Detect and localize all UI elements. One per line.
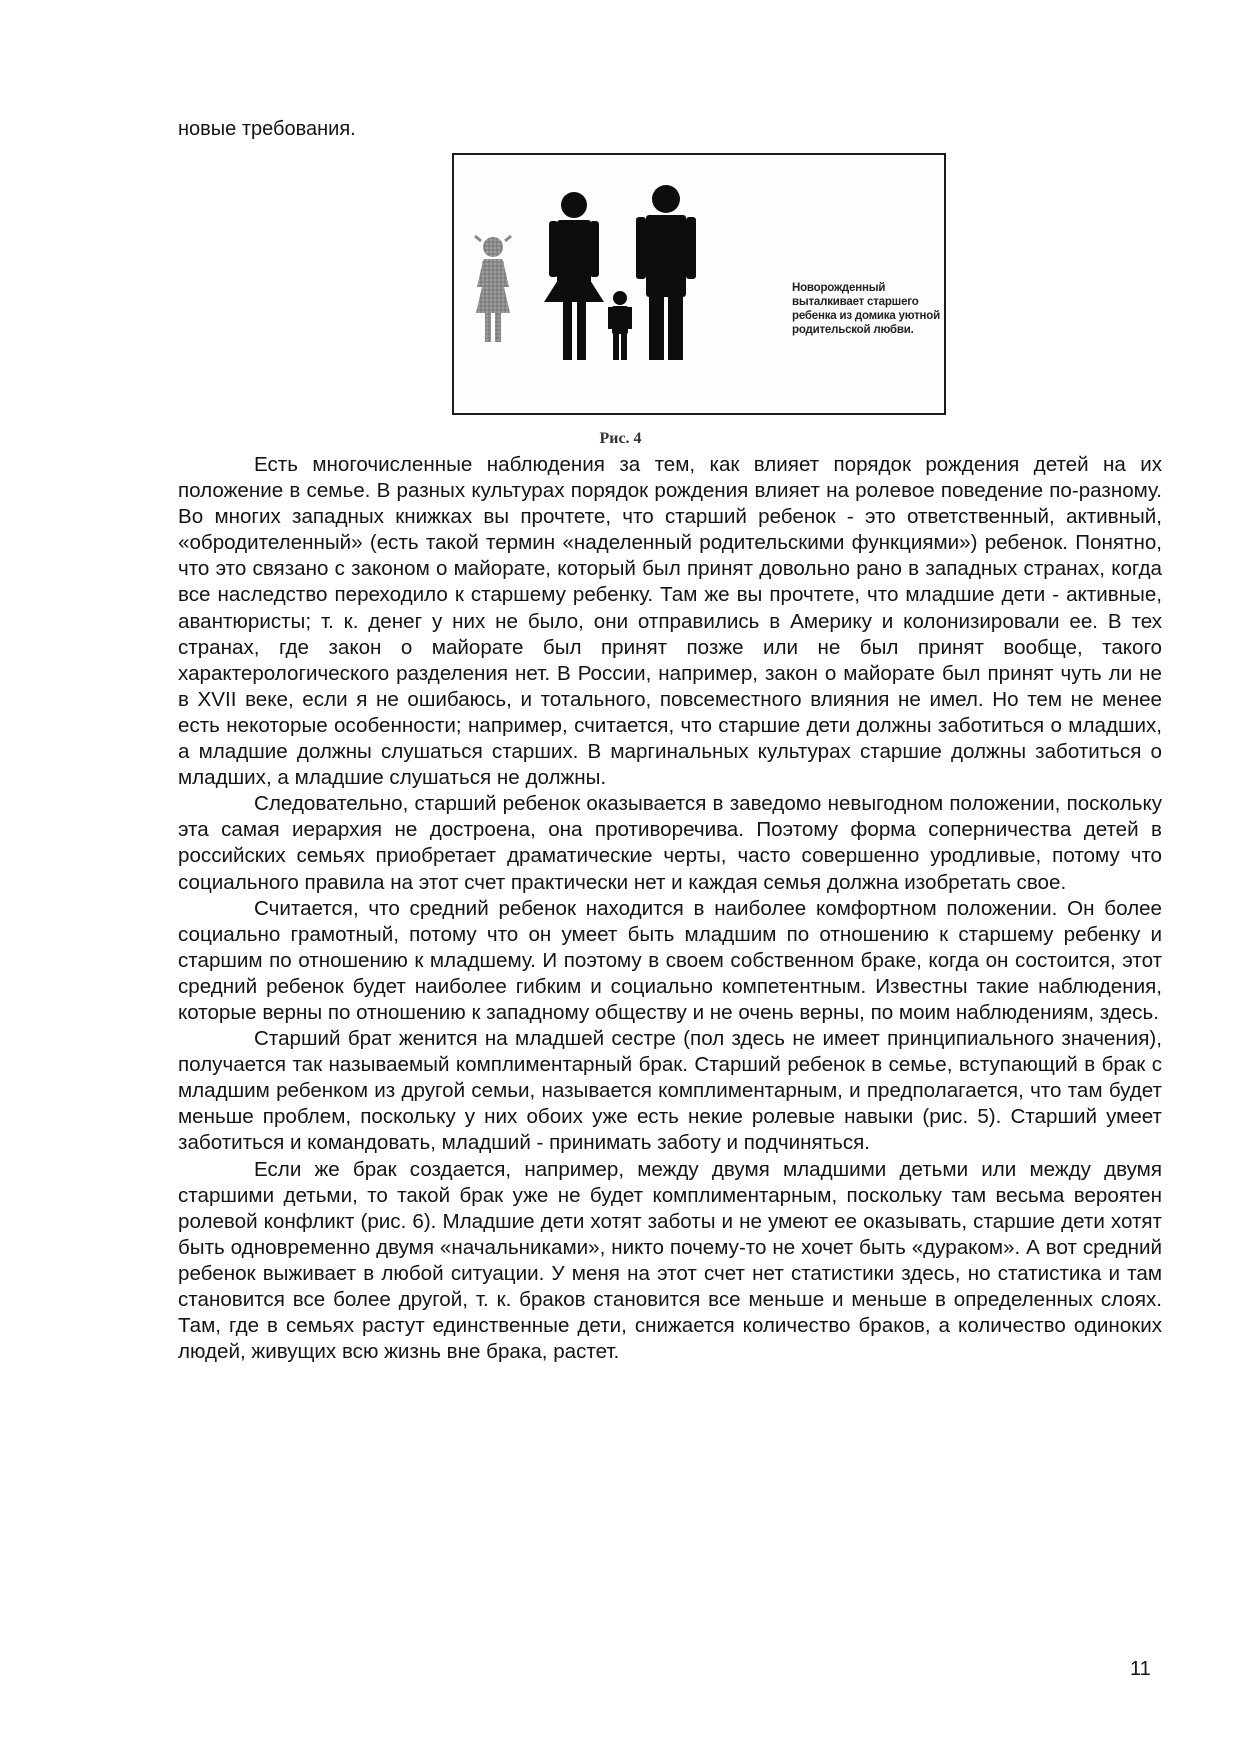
figure-note: Новорожденный выталкивает старшего ребенка из домика уютной родительской любви. — [792, 282, 940, 336]
figure-caption: Рис. 4 — [599, 430, 642, 447]
mother-figure — [544, 192, 604, 360]
body-text — [178, 452, 1162, 1365]
paragraph: Следовательно, старший ребенок оказывается в заведомо невыгодном положении, поскольку эта самая иерархия не достроена, она противоречива. Поэтому форма соперничества детей в российских семьях приобретает драматические черты, часто совершенно уродливые, потому что социального правила на этот счет практически нет и каждая семья должна изобретать свое. — [178, 792, 1162, 894]
lead-line: новые требования. — [178, 118, 356, 140]
page-number: 11 — [1130, 1658, 1151, 1680]
paragraph: Старший брат женится на младшей сестре (пол здесь не имеет принципиального значения), получается так называемый комплиментарный брак. Старший ребенок в семье, вступающий в брак с младшим ребенком из другой семьи, называется комплиментарным, и предполагается, что там будет меньше проблем, поскольку у них обоих уже есть некие ролевые навыки (рис. 5). Старший умеет заботиться и командовать, младший - принимать заботу и подчиняться. — [178, 1027, 1162, 1155]
older-child-figure — [475, 236, 511, 342]
newborn-figure — [608, 291, 632, 360]
figure-box — [452, 153, 946, 415]
paragraph: Есть многочисленные наблюдения за тем, как влияет порядок рождения детей на их положение в семье. В разных культурах порядок рождения влияет на ролевое поведение по-разному. Во многих западных книжках вы прочтете, что старший ребенок - это ответственный, активный, «обродителенный» (есть такой термин «наделенный родительскими функциями») ребенок. Понятно, что это связано с законом о майорате, который был принят довольно рано в западных странах, когда все наследство переходило к старшему ребенку. Там же вы прочтете, что младшие дети - активные, авантюристы; т. к. денег у них не было, они отправились в Америку и колонизировали ее. В тех странах, где закон о майорате был принят позже или не был принят вообще, такого характерологического разделения нет. В России, например, закон о майорате был принят чуть ли не в XVII веке, если я не ошибаюсь, и тотального, повсеместного влияния не имел. Но тем не менее есть некоторые особенности; например, считается, что старшие дети должны заботиться о младших, а младшие должны слушаться старших. В маргинальных культурах старшие должны заботиться о младших, а младшие слушаться не должны. — [178, 453, 1162, 790]
paragraph: Считается, что средний ребенок находится в наиболее комфортном положении. Он более социально грамотный, потому что он умеет быть младшим по отношению к старшему ребенку и старшим по отношению к младшему. И поэтому в своем собственном браке, когда он состоится, этот средний ребенок будет наиболее гибким и социально компетентным. Известны такие наблюдения, которые верны по отношению к западному обществу и не очень верны, по моим наблюдениям, здесь. — [178, 896, 1162, 1024]
paragraph: Если же брак создается, например, между двумя младшими детьми или между двумя старшими детьми, то такой брак уже не будет комплиментарным, поскольку там весьма вероятен ролевой конфликт (рис. 6). Младшие дети хотят заботы и не умеют ее оказывать, старшие дети хотят быть одновременно двумя «начальниками», никто почему-то не хочет быть «дураком». А вот средний ребенок выживает в любой ситуации. У меня на этот счет нет статистики здесь, но статистика и там становится все более другой, т. к. браков становится все меньше и меньше в определенных слоях. Там, где в семьях растут единственные дети, снижается количество браков, а количество одиноких людей, живущих всю жизнь вне брака, растет. — [178, 1157, 1162, 1364]
father-figure — [636, 185, 696, 360]
